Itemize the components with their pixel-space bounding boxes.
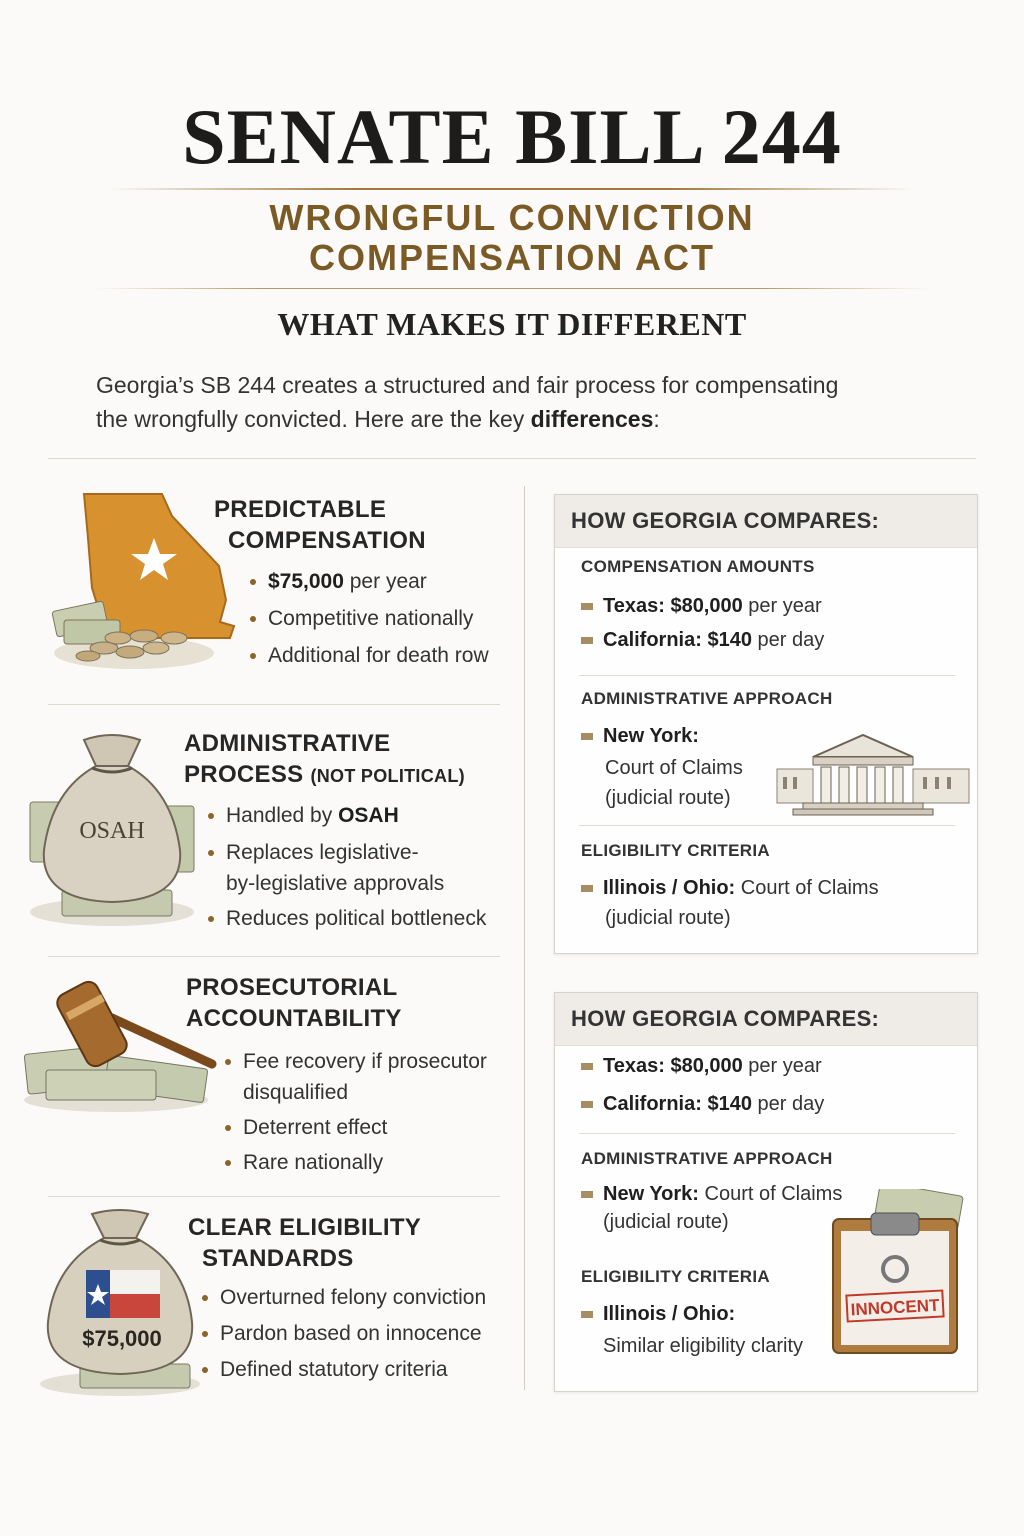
bullet-text: Rare nationally <box>243 1151 384 1174</box>
list-item <box>248 640 518 671</box>
compare-heading: HOW GEORGIA COMPARES: <box>555 993 977 1046</box>
bullet-text: Deterrent effect <box>243 1116 388 1139</box>
bullet-text: disqualified <box>243 1081 349 1104</box>
compare-row-illinois-line2: (judicial route) <box>605 907 731 929</box>
bullet-text: Defined statutory criteria <box>220 1358 448 1381</box>
subtitle-rule <box>96 288 928 289</box>
row-text: per day <box>751 1093 825 1115</box>
prosecutorial-bullets <box>223 1046 523 1178</box>
list-item <box>200 1318 520 1349</box>
compare-row-california <box>581 625 824 655</box>
caption-administrative: ADMINISTRATIVE APPROACH <box>581 689 833 708</box>
innocent-stamp: INNOCENT <box>850 1295 940 1320</box>
title-line: STANDARDS <box>202 1245 354 1272</box>
section-title-compensation <box>214 494 426 556</box>
subtitle-line-2: COMPENSATION ACT <box>309 237 715 278</box>
list-item <box>200 1354 520 1385</box>
section-heading: WHAT MAKES IT DIFFERENT <box>277 306 747 342</box>
compare-row-newyork-line3: (judicial route) <box>605 787 731 809</box>
divider <box>48 1196 500 1197</box>
column-divider <box>524 486 525 1390</box>
courthouse-icon <box>773 727 973 819</box>
title-line: COMPENSATION <box>228 527 426 554</box>
title-line: PREDICTABLE <box>214 496 387 523</box>
title-line: PROCESS <box>184 761 304 788</box>
title-small: (NOT POLITICAL) <box>310 766 465 786</box>
money-bag-flag-icon <box>30 1208 210 1398</box>
row-text: per year <box>742 595 822 617</box>
bullet-text: by-legislative approvals <box>226 872 445 895</box>
bullet-text: Fee recovery if prosecutor <box>243 1050 487 1073</box>
intro-paragraph <box>96 368 946 436</box>
caption-administrative: ADMINISTRATIVE APPROACH <box>581 1149 833 1168</box>
list-item <box>206 800 516 831</box>
divider <box>579 675 955 676</box>
divider <box>48 458 976 459</box>
bullet-bold: OSAH <box>338 804 399 827</box>
row-bold: California: $140 <box>603 1093 752 1115</box>
bullet-text: Pardon based on innocence <box>220 1322 482 1345</box>
intro-line-1: Georgia’s SB 244 creates a structured and fair process for compensating <box>96 372 839 398</box>
bullet-bold: $75,000 <box>268 570 344 593</box>
bullet-text: Competitive nationally <box>268 607 474 630</box>
section-title-administrative <box>184 728 465 792</box>
clipboard-icon <box>819 1189 969 1359</box>
intro-line-2 <box>96 402 946 436</box>
list-item <box>248 603 518 634</box>
compare-row-newyork-line2: (judicial route) <box>603 1211 729 1233</box>
caption-eligibility: ELIGIBILITY CRITERIA <box>581 841 770 860</box>
row-text: Court of Claims <box>698 1183 843 1205</box>
bullet-text: Replaces legislative- <box>226 841 419 864</box>
list-item <box>223 1147 523 1178</box>
divider <box>579 1133 955 1134</box>
compare-heading: HOW GEORGIA COMPARES: <box>555 495 977 548</box>
compare-row-texas <box>581 591 822 621</box>
title-line: CLEAR ELIGIBILITY <box>188 1214 422 1241</box>
row-text: Court of Claims <box>735 877 879 899</box>
title-line: ADMINISTRATIVE <box>184 730 391 757</box>
compare-box-1 <box>554 494 978 954</box>
title-line: ACCOUNTABILITY <box>186 1005 402 1032</box>
divider <box>48 704 500 705</box>
row-bold: New York: <box>603 1183 699 1205</box>
row-bold: California: $140 <box>603 629 752 651</box>
bullet-text: Handled by <box>226 804 339 827</box>
compare-row-illinois-line2: Similar eligibility clarity <box>603 1335 804 1357</box>
compensation-bullets <box>248 566 518 671</box>
list-item <box>206 903 516 934</box>
title-rule <box>110 188 914 190</box>
section-title-eligibility <box>188 1212 421 1274</box>
row-bold: New York: <box>603 725 699 747</box>
bag-amount: $75,000 <box>82 1326 162 1351</box>
page-title: SENATE BILL 244 <box>182 93 842 180</box>
caption-eligibility: ELIGIBILITY CRITERIA <box>581 1267 770 1286</box>
bullet-text: Overturned felony conviction <box>220 1286 487 1309</box>
row-bold: Texas: $80,000 <box>603 1055 743 1077</box>
row-text: per day <box>751 629 825 651</box>
row-text: per year <box>742 1055 822 1077</box>
bullet-text: Reduces political bottleneck <box>226 907 487 930</box>
list-item <box>223 1112 523 1143</box>
list-item <box>223 1046 523 1108</box>
money-bag-icon <box>22 730 202 930</box>
caption-compensation-amounts: COMPENSATION AMOUNTS <box>581 557 815 576</box>
section-title-prosecutorial <box>186 972 402 1034</box>
compare-row-texas <box>581 1051 822 1081</box>
bullet-text: per year <box>343 570 427 593</box>
list-item <box>206 837 516 899</box>
administrative-bullets <box>206 800 516 934</box>
subtitle-line-1: WRONGFUL CONVICTION <box>269 197 755 238</box>
compare-row-illinois <box>581 873 879 903</box>
row-bold: Illinois / Ohio: <box>603 877 736 899</box>
compare-row-newyork-line2: Court of Claims <box>605 757 743 779</box>
row-bold: Illinois / Ohio: <box>603 1303 736 1325</box>
intro-text: the wrongfully convicted. Here are the key <box>96 406 531 432</box>
divider <box>48 956 500 957</box>
compare-row-california <box>581 1089 824 1119</box>
bag-label: OSAH <box>79 818 145 844</box>
eligibility-bullets <box>200 1282 520 1385</box>
title-line: PROSECUTORIAL <box>186 974 398 1001</box>
list-item <box>248 566 518 597</box>
row-bold: Texas: $80,000 <box>603 595 743 617</box>
compare-row-newyork <box>581 1179 842 1209</box>
intro-colon: : <box>653 406 660 432</box>
list-item <box>200 1282 520 1313</box>
compare-row-newyork <box>581 721 699 751</box>
bullet-text: Additional for death row <box>268 644 489 667</box>
intro-bold: differences <box>530 406 654 432</box>
compare-row-illinois <box>581 1299 735 1329</box>
divider <box>579 825 955 826</box>
compare-box-2 <box>554 992 978 1392</box>
